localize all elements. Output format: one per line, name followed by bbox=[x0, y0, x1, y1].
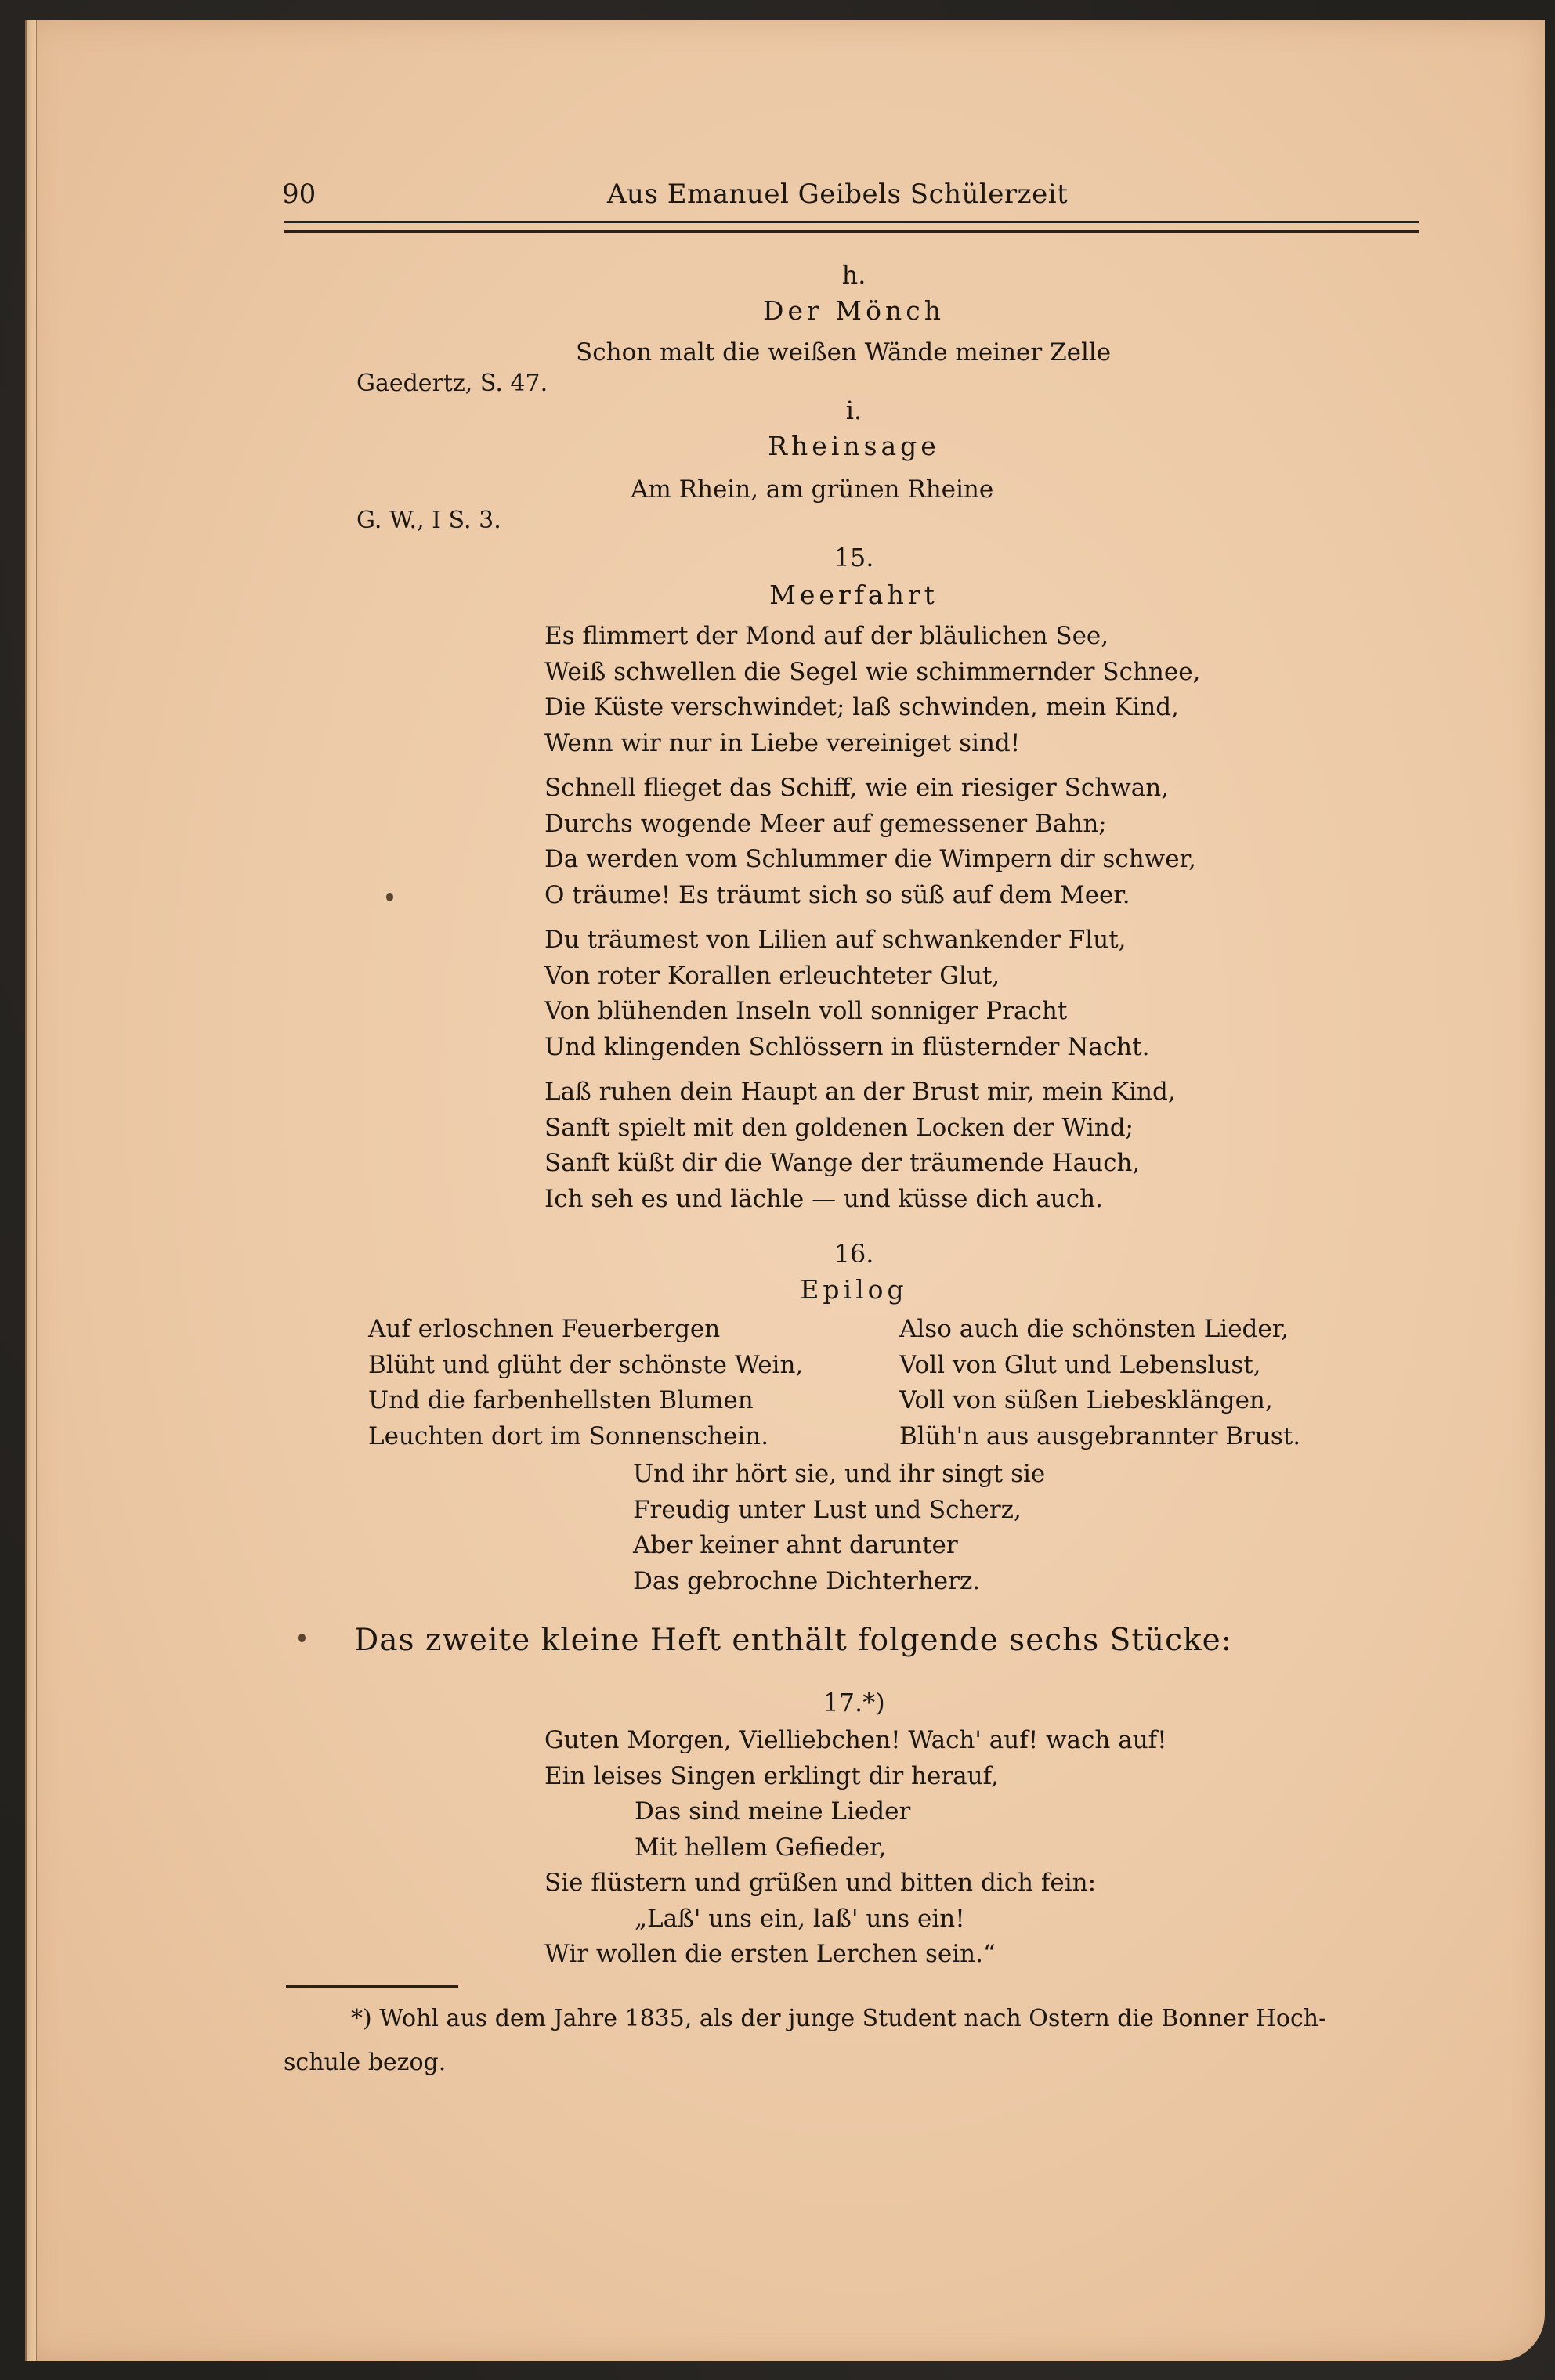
verse-line: Laß ruhen dein Haupt an der Brust mir, mein Kind, bbox=[544, 1078, 1176, 1106]
page-number: 90 bbox=[282, 179, 316, 210]
entry-h-title: Der Mönch bbox=[763, 295, 945, 326]
verse-line: Sanft spielt mit den goldenen Locken der Wind; bbox=[544, 1113, 1134, 1142]
verse-line: Weiß schwellen die Segel wie schimmernder Schnee, bbox=[544, 657, 1201, 686]
section-intro: Das zweite kleine Heft enthält folgende sechs Stücke: bbox=[354, 1623, 1232, 1658]
poem-17-body bbox=[544, 1723, 1167, 1973]
entry-i-first-line: Am Rhein, am grünen Rheine bbox=[631, 475, 994, 504]
verse-line: Auf erloschnen Feuerbergen bbox=[368, 1315, 721, 1343]
verse-line: O träume! Es träumt sich so süß auf dem Meer. bbox=[544, 880, 1130, 909]
entry-i-title: Rheinsage bbox=[768, 431, 940, 461]
verse-line: Sie flüstern und grüßen und bitten dich fein: bbox=[544, 1869, 1097, 1897]
verse-line: Schnell flieget das Schiff, wie ein riesiger Schwan, bbox=[544, 774, 1170, 802]
verse-line: Du träumest von Lilien auf schwankender Flut, bbox=[544, 926, 1126, 954]
verse-line: Ein leises Singen erklingt dir herauf, bbox=[544, 1761, 999, 1790]
verse-line: Da werden vom Schlummer die Wimpern dir schwer, bbox=[544, 845, 1196, 873]
poem-16-title: Epilog bbox=[800, 1274, 908, 1305]
page-stack-edge bbox=[25, 20, 37, 2361]
verse-line: Blüht und glüht der schönste Wein, bbox=[368, 1350, 804, 1379]
verse-line: Voll von Glut und Lebenslust, bbox=[899, 1350, 1261, 1379]
stanza-gap bbox=[544, 913, 1200, 923]
footnote-line-1: *) Wohl aus dem Jahre 1835, als der junge Student nach Ostern die Bonner Hoch- bbox=[351, 2005, 1327, 2032]
verse-line: Guten Morgen, Vielliebchen! Wach' auf! wach auf! bbox=[544, 1726, 1167, 1754]
entry-h-first-line: Schon malt die weißen Wände meiner Zelle bbox=[576, 338, 1112, 367]
stanza-gap bbox=[544, 761, 1200, 771]
entry-i-label: i. bbox=[845, 395, 862, 425]
poem-15-title: Meerfahrt bbox=[769, 580, 938, 610]
entry-i-reference: G. W., I S. 3. bbox=[356, 507, 501, 534]
verse-line: Und ihr hört sie, und ihr singt sie bbox=[633, 1460, 1046, 1488]
entry-h-label: h. bbox=[841, 260, 866, 290]
verse-line: Aber keiner ahnt darunter bbox=[633, 1531, 958, 1559]
poem-15-body bbox=[544, 619, 1200, 1217]
verse-line: Voll von süßen Liebesklängen, bbox=[899, 1386, 1273, 1414]
verse-line: Und klingenden Schlössern in flüsternder Nacht. bbox=[544, 1032, 1150, 1061]
header-double-rule bbox=[284, 221, 1419, 233]
poem-16-closing-stanza bbox=[633, 1457, 1045, 1599]
verse-line: Wenn wir nur in Liebe vereiniget sind! bbox=[544, 728, 1021, 757]
verse-line: Blüh'n aus ausgebrannter Brust. bbox=[899, 1421, 1301, 1450]
ink-speck bbox=[298, 1634, 306, 1642]
verse-line: Und die farbenhellsten Blumen bbox=[368, 1386, 754, 1414]
entry-h-reference: Gaedertz, S. 47. bbox=[356, 370, 548, 397]
poem-16-left-column bbox=[368, 1312, 803, 1454]
verse-line-indented: „Laß' uns ein, laß' uns ein! bbox=[635, 1904, 965, 1933]
verse-line: Von blühenden Inseln voll sonniger Pracht bbox=[544, 997, 1068, 1025]
footnote-line-2: schule bezog. bbox=[284, 2049, 447, 2076]
verse-line: Ich seh es und lächle — und küsse dich auch. bbox=[544, 1184, 1103, 1213]
poem-16-right-column bbox=[899, 1312, 1300, 1454]
verse-line: Leuchten dort im Sonnenschein. bbox=[368, 1421, 769, 1450]
verse-line-indented: Mit hellem Gefieder, bbox=[635, 1833, 887, 1862]
poem-15-number: 15. bbox=[834, 543, 874, 572]
verse-line: Wir wollen die ersten Lerchen sein.“ bbox=[544, 1940, 996, 1968]
verse-line-indented: Das sind meine Lieder bbox=[635, 1797, 911, 1826]
stanza-gap bbox=[544, 1065, 1200, 1074]
running-head: Aus Emanuel Geibels Schülerzeit bbox=[607, 179, 1069, 210]
verse-line: Sanft küßt dir die Wange der träumende Hauch, bbox=[544, 1149, 1141, 1177]
verse-line: Das gebrochne Dichterherz. bbox=[633, 1566, 981, 1595]
ink-speck bbox=[386, 893, 393, 901]
footnote-rule bbox=[286, 1985, 458, 1988]
verse-line: Durchs wogende Meer auf gemessener Bahn; bbox=[544, 809, 1107, 838]
verse-line: Die Küste verschwindet; laß schwinden, mein Kind, bbox=[544, 693, 1179, 721]
verse-line: Es flimmert der Mond auf der bläulichen See, bbox=[544, 622, 1109, 650]
poem-17-number: 17.*) bbox=[823, 1688, 885, 1717]
verse-line: Also auch die schönsten Lieder, bbox=[899, 1315, 1289, 1343]
verse-line: Freudig unter Lust und Scherz, bbox=[633, 1495, 1022, 1524]
poem-16-number: 16. bbox=[834, 1239, 874, 1269]
verse-line: Von roter Korallen erleuchteter Glut, bbox=[544, 961, 1000, 990]
